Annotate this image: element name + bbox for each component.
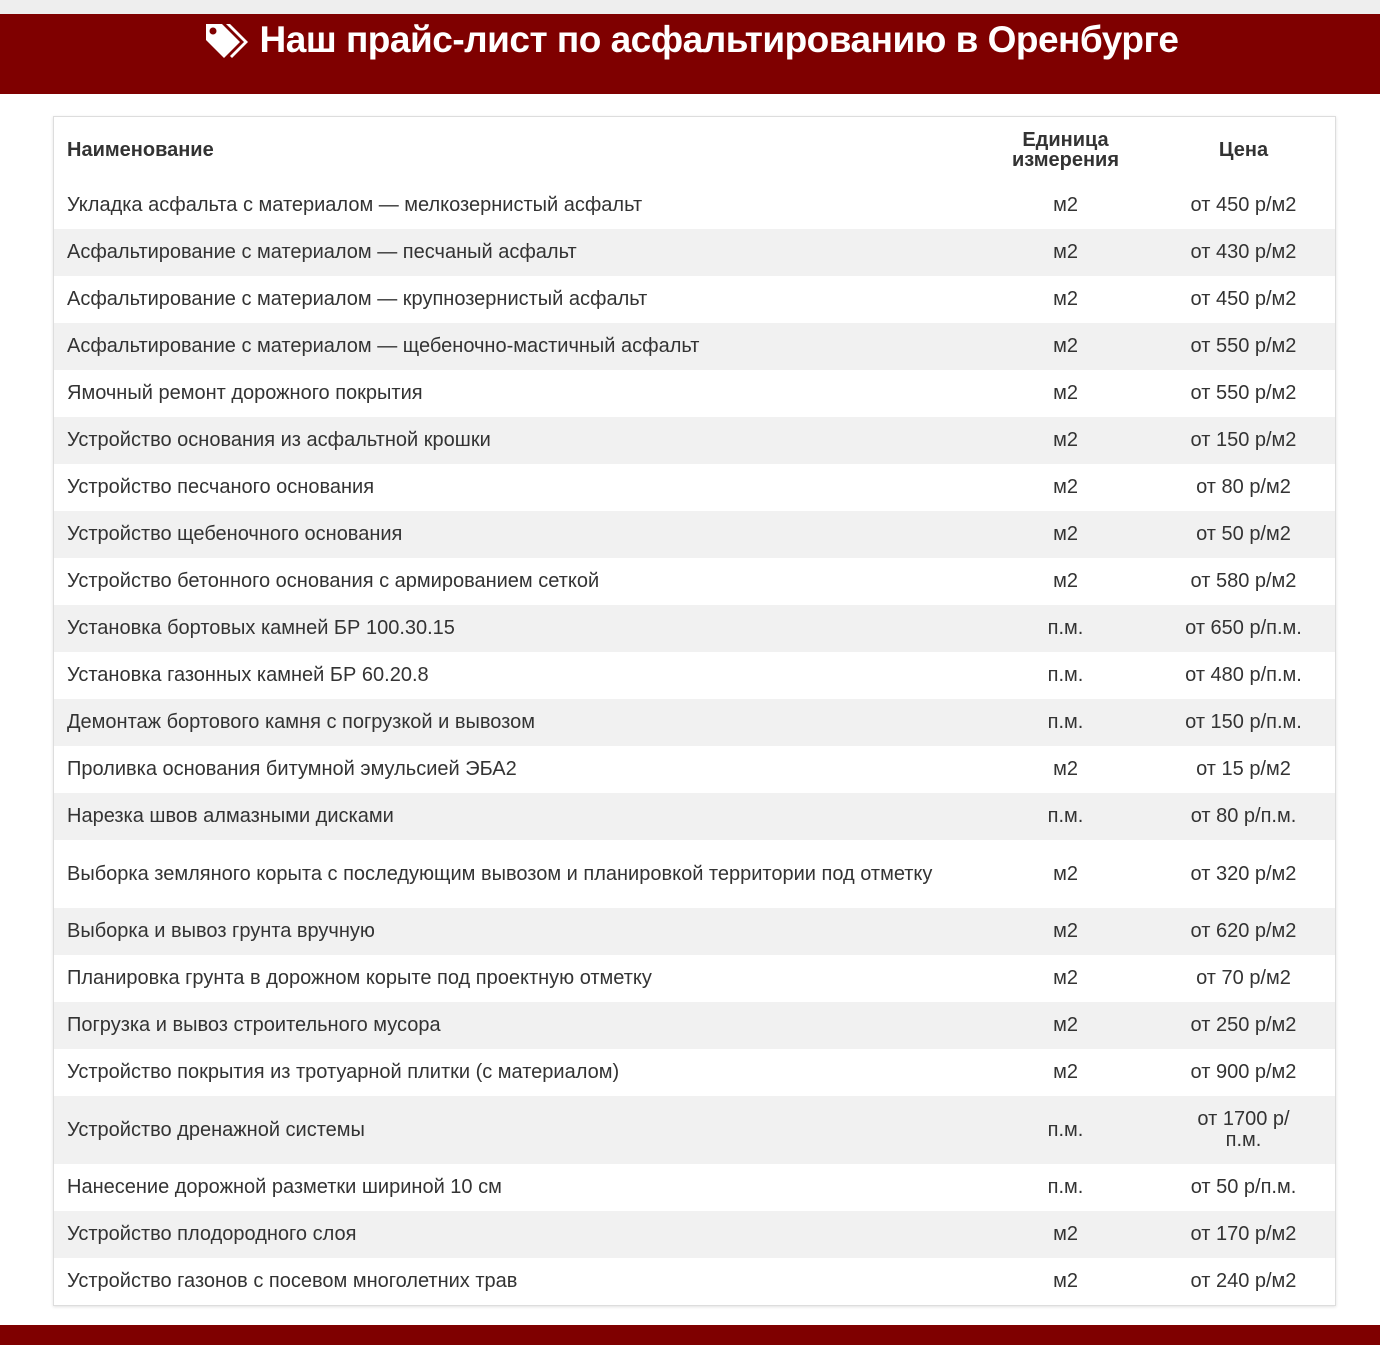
- price-cell: от 900 р/м2: [1190, 1061, 1297, 1083]
- service-name-cell: Устройство бетонного основания с армированием сеткой: [67, 570, 600, 592]
- unit-cell: м2: [1053, 862, 1078, 885]
- price-cell: от 80 р/п.м.: [1190, 805, 1297, 827]
- service-name-cell: Устройство плодородного слоя: [67, 1223, 357, 1245]
- unit-cell: м2: [1053, 570, 1078, 592]
- service-name-cell: Демонтаж бортового камня с погрузкой и вывозом: [67, 711, 535, 733]
- unit-cell: м2: [1053, 1014, 1078, 1036]
- table-row: [54, 1258, 1335, 1305]
- price-table-body: [54, 182, 1335, 1305]
- unit-cell: п.м.: [1047, 617, 1084, 639]
- table-row: [54, 605, 1335, 652]
- table-row: [54, 699, 1335, 746]
- unit-cell: м2: [1053, 335, 1078, 357]
- unit-cell: п.м.: [1047, 1118, 1084, 1141]
- column-header-unit-text: Единица измерения: [1011, 128, 1120, 171]
- table-row: [54, 1002, 1335, 1049]
- table-row: [54, 1096, 1335, 1164]
- table-row: [54, 417, 1335, 464]
- table-row: [54, 1049, 1335, 1096]
- service-name-cell: Устройство дренажной системы: [67, 1118, 365, 1141]
- price-cell: от 250 р/м2: [1190, 1014, 1297, 1036]
- table-row: [54, 558, 1335, 605]
- service-name-cell: Нанесение дорожной разметки шириной 10 см: [67, 1176, 502, 1198]
- price-cell: от 450 р/м2: [1190, 288, 1297, 310]
- unit-cell: м2: [1053, 1270, 1078, 1292]
- price-cell: от 50 р/п.м.: [1190, 1176, 1297, 1198]
- service-name-cell: Проливка основания битумной эмульсией ЭБА2: [67, 758, 517, 780]
- unit-cell: м2: [1053, 382, 1078, 404]
- table-row: [54, 511, 1335, 558]
- unit-cell: м2: [1053, 429, 1078, 451]
- service-name-cell: Устройство щебеночного основания: [67, 523, 403, 545]
- price-table-container: [53, 116, 1336, 1306]
- page-top-edge: [0, 0, 1380, 14]
- table-row: [54, 1164, 1335, 1211]
- price-cell: от 650 р/п.м.: [1185, 617, 1302, 639]
- price-cell: от 150 р/м2: [1190, 429, 1297, 451]
- price-table: [54, 117, 1335, 1305]
- price-cell: от 240 р/м2: [1190, 1270, 1297, 1292]
- service-name-cell: Устройство основания из асфальтной крошки: [67, 429, 491, 451]
- table-row: [54, 652, 1335, 699]
- table-row: [54, 1211, 1335, 1258]
- price-cell: от 550 р/м2: [1190, 335, 1297, 357]
- table-row: [54, 464, 1335, 511]
- unit-cell: п.м.: [1047, 1176, 1084, 1198]
- unit-cell: м2: [1053, 194, 1078, 216]
- service-name-cell: Асфальтирование с материалом — песчаный асфальт: [67, 241, 577, 263]
- service-name-cell: Выборка и вывоз грунта вручную: [67, 920, 375, 942]
- price-cell: от 15 р/м2: [1196, 758, 1291, 780]
- service-name-cell: Устройство покрытия из тротуарной плитки (с материалом): [67, 1061, 620, 1083]
- unit-cell: м2: [1053, 288, 1078, 310]
- page-title: Наш прайс-лист по асфальтированию в Оренбурге: [259, 19, 1179, 60]
- column-header-unit: [979, 117, 1152, 182]
- service-name-cell: Устройство газонов с посевом многолетних трав: [67, 1270, 518, 1292]
- unit-cell: п.м.: [1047, 664, 1084, 686]
- price-cell: от 550 р/м2: [1190, 382, 1297, 404]
- price-cell: от 70 р/м2: [1196, 967, 1291, 989]
- table-row: [54, 908, 1335, 955]
- page-bottom-bar: [0, 1325, 1380, 1345]
- service-name-cell: Ямочный ремонт дорожного покрытия: [67, 382, 423, 404]
- price-cell: от 450 р/м2: [1190, 194, 1297, 216]
- price-cell: от 430 р/м2: [1190, 241, 1297, 263]
- service-name-cell: Установка газонных камней БР 60.20.8: [67, 664, 429, 686]
- unit-cell: м2: [1053, 523, 1078, 545]
- unit-cell: м2: [1053, 241, 1078, 263]
- table-row: [54, 746, 1335, 793]
- service-name-cell: Выборка земляного корыта с последующим вывозом и планировкой территории под отметку: [67, 862, 933, 885]
- table-row: [54, 323, 1335, 370]
- unit-cell: п.м.: [1047, 711, 1084, 733]
- unit-cell: м2: [1053, 1061, 1078, 1083]
- column-header-name: Наименование: [67, 138, 214, 161]
- table-row: [54, 370, 1335, 417]
- table-row: [54, 229, 1335, 276]
- table-row: [54, 840, 1335, 908]
- service-name-cell: Нарезка швов алмазными дисками: [67, 805, 394, 827]
- price-cell: от 580 р/м2: [1190, 570, 1297, 592]
- service-name-cell: Укладка асфальта с материалом — мелкозернистый асфальт: [67, 194, 643, 216]
- service-name-cell: Асфальтирование с материалом — щебеночно-мастичный асфальт: [67, 335, 700, 357]
- table-row: [54, 955, 1335, 1002]
- price-cell: от 150 р/п.м.: [1185, 711, 1302, 733]
- service-name-cell: Погрузка и вывоз строительного мусора: [67, 1014, 441, 1036]
- unit-cell: п.м.: [1047, 805, 1084, 827]
- price-cell: от 480 р/п.м.: [1185, 664, 1302, 686]
- unit-cell: м2: [1053, 476, 1078, 498]
- table-row: [54, 793, 1335, 840]
- price-cell: от 80 р/м2: [1196, 476, 1291, 498]
- column-header-price: Цена: [1218, 138, 1269, 161]
- price-cell: от 320 р/м2: [1190, 862, 1297, 885]
- service-name-cell: Установка бортовых камней БР 100.30.15: [67, 617, 455, 639]
- service-name-cell: Асфальтирование с материалом — крупнозернистый асфальт: [67, 288, 648, 310]
- price-cell: от 1700 р/п.м.: [1197, 1108, 1290, 1151]
- service-name-cell: Устройство песчаного основания: [67, 476, 375, 498]
- unit-cell: м2: [1053, 967, 1078, 989]
- unit-cell: м2: [1053, 758, 1078, 780]
- price-cell: от 50 р/м2: [1196, 523, 1291, 545]
- unit-cell: м2: [1053, 1223, 1078, 1245]
- header-inner: [202, 19, 1179, 61]
- tags-icon: [202, 20, 250, 60]
- price-cell: от 170 р/м2: [1190, 1223, 1297, 1245]
- unit-cell: м2: [1053, 920, 1078, 942]
- table-row: [54, 276, 1335, 323]
- price-cell: от 620 р/м2: [1190, 920, 1297, 942]
- table-header-row: [54, 117, 1335, 182]
- service-name-cell: Планировка грунта в дорожном корыте под проектную отметку: [67, 967, 652, 989]
- table-row: [54, 182, 1335, 229]
- price-list-header: [0, 14, 1380, 94]
